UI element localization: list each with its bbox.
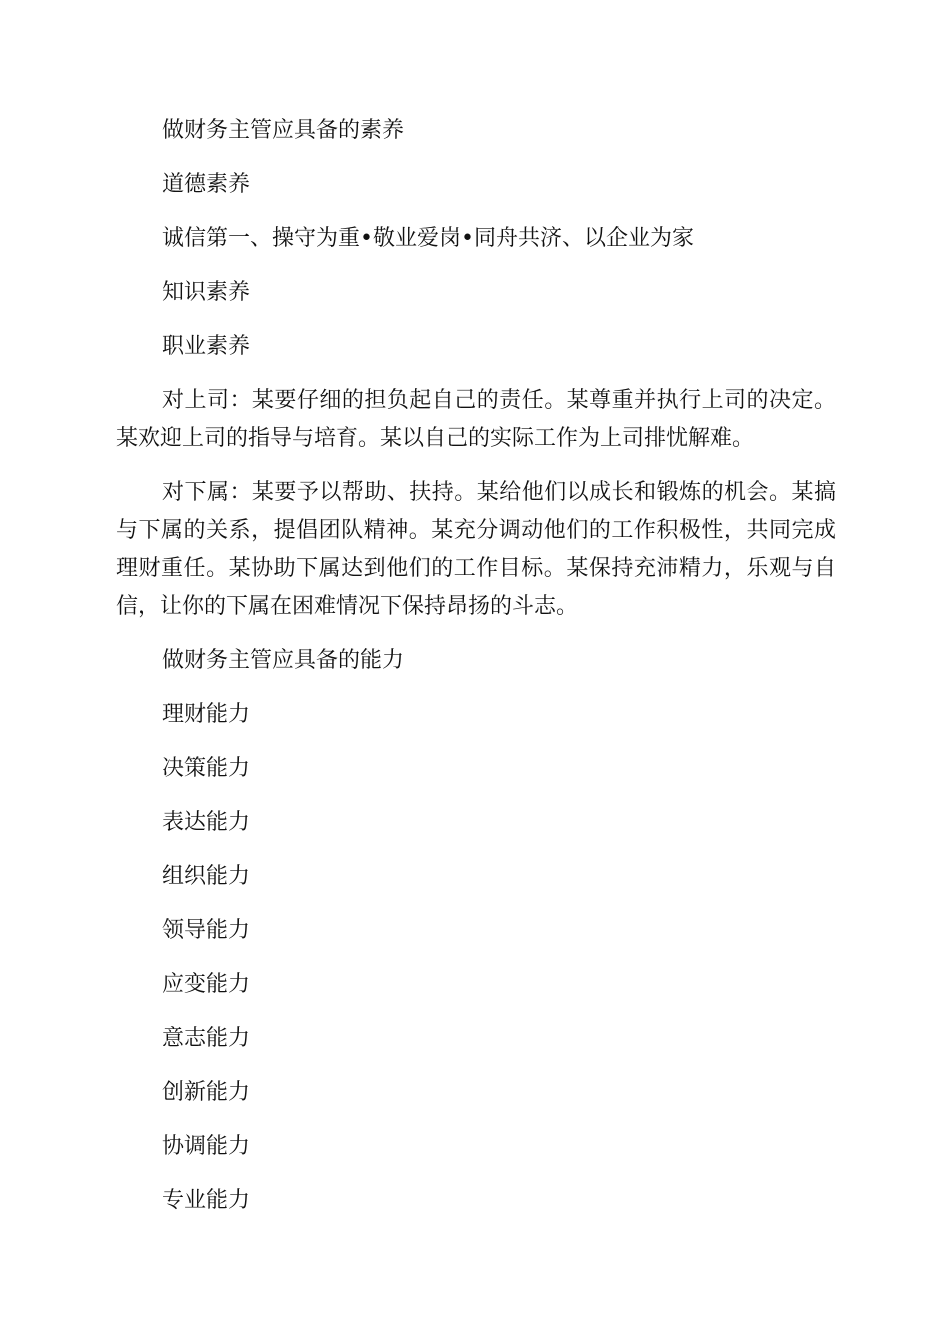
paragraph-toward-superiors: 对上司：某要仔细的担负起自己的责任。某尊重并执行上司的决定。某欢迎上司的指导与培育。某以自己的实际工作为上司排忧解难。 xyxy=(116,388,836,451)
ability-item: 领导能力 xyxy=(162,918,251,943)
ability-item: 表达能力 xyxy=(162,810,251,835)
subheading-knowledge-qualities: 知识素养 xyxy=(162,280,251,305)
subheading-moral-qualities: 道德素养 xyxy=(162,172,251,197)
paragraph-toward-subordinates: 对下属：某要予以帮助、扶持。某给他们以成长和锻炼的机会。某搞与下属的关系，提倡团队精神。某充分调动他们的工作积极性，共同完成理财重任。某协助下属达到他们的工作目标。某保持充沛精力，乐观与自信，让你的下属在困难情况下保持昂扬的斗志。 xyxy=(116,480,836,619)
ability-item: 协调能力 xyxy=(162,1134,251,1159)
ability-item: 决策能力 xyxy=(162,756,251,781)
paragraph-moral-principles: 诚信第一、操守为重•敬业爱岗•同舟共济、以企业为家 xyxy=(162,226,694,251)
ability-item: 应变能力 xyxy=(162,972,251,997)
section-heading-qualities: 做财务主管应具备的素养 xyxy=(162,118,405,143)
section-heading-abilities: 做财务主管应具备的能力 xyxy=(162,648,405,673)
ability-item: 意志能力 xyxy=(162,1026,251,1051)
document-body xyxy=(116,112,836,1236)
ability-item: 专业能力 xyxy=(162,1188,251,1213)
subheading-professional-qualities: 职业素养 xyxy=(162,334,251,359)
ability-item: 组织能力 xyxy=(162,864,251,889)
ability-item: 理财能力 xyxy=(162,702,251,727)
ability-item: 创新能力 xyxy=(162,1080,251,1105)
